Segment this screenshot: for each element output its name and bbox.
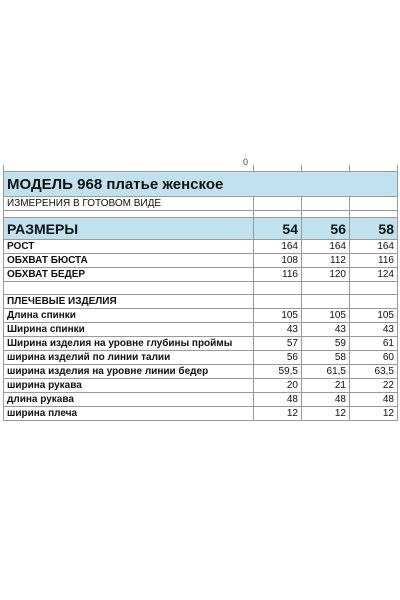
model-title: МОДЕЛЬ 968 платье женское	[7, 175, 224, 193]
section-title-row	[4, 295, 398, 309]
size-58: 58	[378, 220, 394, 237]
table-row	[4, 323, 398, 337]
row-label: Ширина спинки	[4, 323, 254, 337]
measurements-note: ИЗМЕРЕНИЯ В ГОТОВОМ ВИДЕ	[4, 197, 254, 211]
table-row	[4, 407, 398, 421]
spacer-row	[4, 211, 398, 218]
table-row	[4, 309, 398, 323]
row-value: 43	[302, 323, 350, 337]
row-label: ширина изделий по линии талии	[4, 351, 254, 365]
size-54: 54	[282, 220, 298, 237]
row-value: 21	[302, 379, 350, 393]
row-value: 20	[254, 379, 302, 393]
row-value: 164	[350, 240, 398, 254]
row-value: 112	[302, 254, 350, 268]
row-value: 48	[302, 393, 350, 407]
row-value: 43	[254, 323, 302, 337]
row-value: 59	[302, 337, 350, 351]
blank-row	[4, 282, 398, 295]
row-label: ширина плеча	[4, 407, 254, 421]
row-value: 61,5	[302, 365, 350, 379]
stray-cell-mark: 0	[243, 157, 249, 167]
row-label: ОБХВАТ БЕДЕР	[4, 268, 254, 282]
table-row	[4, 240, 398, 254]
model-title-row	[4, 172, 398, 197]
table-row	[4, 365, 398, 379]
size-56: 56	[330, 220, 346, 237]
row-value: 61	[350, 337, 398, 351]
row-value: 105	[350, 309, 398, 323]
row-value: 57	[254, 337, 302, 351]
row-value: 124	[350, 268, 398, 282]
sizes-label: РАЗМЕРЫ	[7, 220, 79, 237]
table-row	[4, 379, 398, 393]
table-row	[4, 254, 398, 268]
row-value: 164	[254, 240, 302, 254]
table-row	[4, 268, 398, 282]
section-title: ПЛЕЧЕВЫЕ ИЗДЕЛИЯ	[4, 295, 254, 309]
sizes-header-row	[4, 218, 398, 240]
measurements-note-row	[4, 197, 398, 211]
row-value: 22	[350, 379, 398, 393]
row-label: длина рукава	[4, 393, 254, 407]
row-value: 164	[302, 240, 350, 254]
size-chart-table	[3, 165, 398, 421]
table-row	[4, 337, 398, 351]
row-value: 63,5	[350, 365, 398, 379]
row-value: 12	[302, 407, 350, 421]
row-value: 105	[254, 309, 302, 323]
row-label: ширина рукава	[4, 379, 254, 393]
row-value: 120	[302, 268, 350, 282]
row-value: 12	[350, 407, 398, 421]
table-row	[4, 393, 398, 407]
row-label: РОСТ	[4, 240, 254, 254]
row-value: 48	[254, 393, 302, 407]
row-value: 56	[254, 351, 302, 365]
row-value: 108	[254, 254, 302, 268]
row-value: 60	[350, 351, 398, 365]
row-label: ширина изделия на уровне линии бедер	[4, 365, 254, 379]
row-value: 116	[254, 268, 302, 282]
table-row	[4, 351, 398, 365]
row-value: 12	[254, 407, 302, 421]
row-value: 116	[350, 254, 398, 268]
row-value: 58	[302, 351, 350, 365]
row-label: Длина спинки	[4, 309, 254, 323]
row-value: 43	[350, 323, 398, 337]
row-value: 59,5	[254, 365, 302, 379]
row-label: Ширина изделия на уровне глубины проймы	[4, 337, 254, 351]
row-label: ОБХВАТ БЮСТА	[4, 254, 254, 268]
row-value: 48	[350, 393, 398, 407]
row-value: 105	[302, 309, 350, 323]
